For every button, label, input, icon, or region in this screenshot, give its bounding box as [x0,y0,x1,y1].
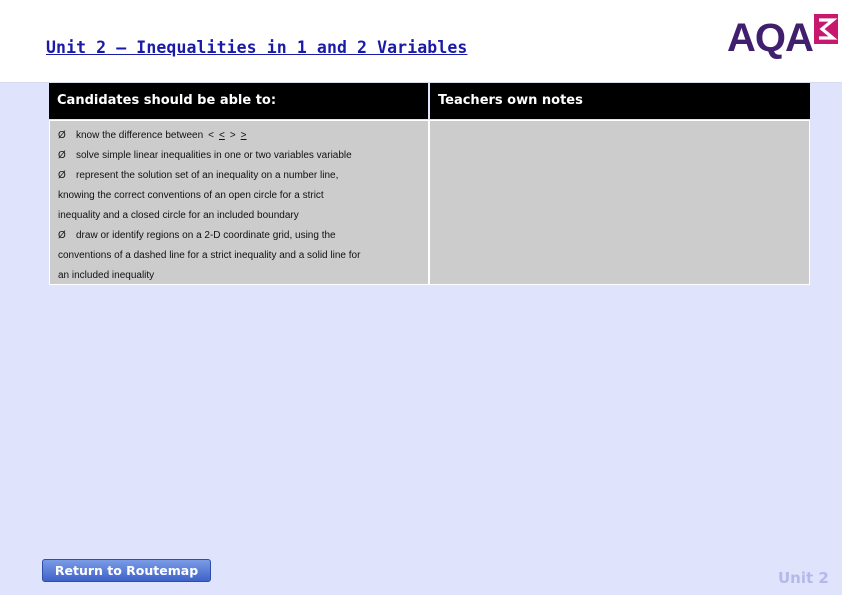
list-item [58,226,420,246]
item-continuation: conventions of a dashed line for a strict inequality and a solid line for [58,250,361,261]
item-continuation: inequality and a closed circle for an included boundary [58,210,299,221]
list-item [58,146,420,166]
teachers-notes-cell[interactable] [429,120,810,285]
arrow-bullet-icon: Ø [58,130,66,141]
item-continuation: an included inequality [58,270,155,281]
return-to-routemap-button[interactable]: Return to Routemap [42,559,211,582]
aqa-logo [727,14,839,62]
unit-label: Unit 2 [778,569,829,587]
table-header-notes: Teachers own notes [430,83,810,119]
page-title: Unit 2 – Inequalities in 1 and 2 Variables [46,38,468,57]
aqa-logo-mark-icon [814,14,838,44]
item-text: solve simple linear inequalities in one or two variables variable [76,150,352,161]
list-item [58,166,420,186]
item-continuation: knowing the correct conventions of an open circle for a strict [58,190,324,201]
candidates-cell [49,120,429,285]
symbol-less-than: < [208,130,214,141]
logo-text: AQA [727,16,813,60]
list-item [58,126,420,146]
arrow-bullet-icon: Ø [58,230,66,241]
arrow-bullet-icon: Ø [58,170,66,181]
table-header-candidates: Candidates should be able to: [49,83,428,119]
item-text: draw or identify regions on a 2-D coordinate grid, using the [76,230,336,241]
symbol-less-equal: < [218,130,225,141]
arrow-bullet-icon: Ø [58,150,66,161]
symbol-greater-than: > [229,130,236,141]
objectives-table [49,83,810,285]
item-text: represent the solution set of an inequality on a number line, [76,170,339,181]
symbol-greater-equal: > [240,130,247,141]
item-text: know the difference between [76,130,204,141]
